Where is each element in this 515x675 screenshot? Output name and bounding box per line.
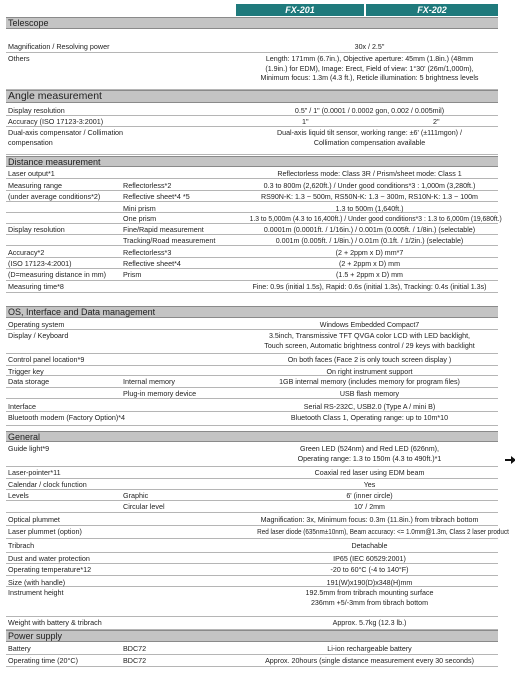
spec-row (6, 401, 498, 412)
spec-label: (D=measuring distance in mm) (8, 270, 107, 279)
spec-label: Laser-pointer*11 (8, 468, 61, 477)
spec-row (6, 354, 498, 366)
spec-row (6, 467, 498, 479)
spec-sublabel: BDC72 (123, 644, 147, 653)
spec-sublabel: Reflectorless*2 (123, 181, 172, 190)
spec-row (6, 247, 498, 258)
spec-value-line: 1GB internal memory (includes memory for program files) (279, 377, 460, 386)
spec-value-line: (2 + 2ppm x D) mm*7 (335, 248, 404, 257)
spec-value-line: 10' / 2mm (354, 502, 385, 511)
spec-row (6, 577, 498, 587)
spec-value (242, 588, 497, 607)
spec-value-line: Minimum focus: 1.3m (4.3 ft.), Reticle illumination: 5 brightness levels (260, 73, 479, 82)
spec-value-line: (2 + 2ppm x D) mm (339, 259, 400, 268)
spec-sublabel: Plug-in memory device (123, 389, 197, 398)
spec-label: Interface (8, 402, 36, 411)
spec-row (6, 412, 498, 426)
spec-row (6, 553, 498, 564)
spec-value-line: Windows Embedded Compact7 (319, 320, 420, 329)
spec-value (242, 389, 497, 399)
spec-value (242, 541, 497, 551)
spec-value (242, 331, 497, 350)
spec-label: Display resolution (8, 106, 65, 115)
spec-row (6, 180, 498, 191)
spec-sublabel: One prism (123, 214, 157, 223)
spec-value-line: 0.001m (0.005ft. / 1/8in.) / 0.01m (0.1ft. / 1/2in.) (selectable) (275, 236, 464, 245)
arrow-icon (505, 459, 515, 461)
spec-label: Operating temperature*12 (8, 565, 92, 574)
spec-label: Dual-axis compensator / Collimation compensation (8, 128, 124, 147)
spec-value-line: Collimation compensation available (313, 137, 426, 147)
spec-value (242, 54, 497, 83)
spec-value (242, 618, 497, 628)
spec-value (242, 468, 497, 478)
spec-row (6, 617, 498, 630)
spec-value (242, 259, 497, 269)
spec-value (242, 181, 497, 191)
spec-value-line: Detachable (351, 541, 388, 550)
spec-label: Accuracy (ISO 17123-3:2001) (8, 117, 104, 126)
spec-value (242, 236, 497, 246)
spec-value (242, 491, 497, 501)
spec-value (242, 413, 497, 423)
spec-value-line: Operating range: 1.3 to 150m (4.3 to 490ft.)*1 (297, 453, 442, 463)
spec-row (6, 376, 498, 388)
section-distance: Distance measurement (6, 156, 498, 167)
spec-value-line: 0.0001m (0.0001ft. / 1/16in.) / 0.001m (0.005ft. / 1/8in.) (selectable) (263, 225, 476, 234)
spec-value-line: 1.3 to 5,000m (4.3 to 16,400ft.) / Under good conditions*3 : 1.3 to 6,000m (19,680ft.) (249, 214, 502, 223)
spec-row (6, 587, 498, 617)
spec-row (6, 258, 498, 269)
spec-row (6, 319, 498, 330)
spec-row (6, 490, 498, 501)
spec-row (6, 501, 498, 513)
spec-label: (under average conditions*2) (8, 192, 101, 201)
spec-sublabel: Internal memory (123, 377, 175, 386)
spec-value (242, 444, 497, 463)
spec-value-line: RS90N-K: 1.3 ~ 500m, RS50N-K: 1.3 ~ 300m, RS10N-K: 1.3 ~ 100m (261, 192, 478, 201)
spec-row (6, 526, 509, 539)
spec-value-line: Approx. 20hours (single distance measurement every 30 seconds) (265, 656, 474, 665)
spec-value (242, 554, 497, 564)
accuracy-fx201: 1" (302, 117, 309, 126)
spec-row (6, 235, 498, 246)
spec-value-line: 30x / 2.5" (354, 42, 385, 51)
spec-value (242, 565, 497, 575)
spec-row (6, 655, 498, 667)
spec-value-line: (1.9in.) for EDM), Image: Erect, Field of view: 1°30' (26m/1,000m), (265, 63, 474, 73)
spec-label: Weight with battery & tribrach (8, 618, 102, 627)
spec-value-line: On both faces (Face 2 is only touch screen display ) (287, 355, 452, 364)
spec-sublabel: Mini prism (123, 204, 156, 213)
spec-value-line: 1.3 to 500m (1,640ft.) (335, 204, 404, 213)
spec-value (242, 656, 497, 666)
spec-label: Bluetooth modem (Factory Option)*4 (8, 413, 126, 422)
spec-value-line: USB flash memory (339, 389, 400, 398)
spec-value-line: On right instrument support (326, 367, 413, 376)
spec-value (242, 248, 497, 258)
spec-value (242, 225, 497, 235)
spec-row (6, 213, 502, 224)
spec-label: Instrument height (8, 588, 64, 597)
spec-label: Optical plummet (8, 515, 60, 524)
spec-sublabel: Prism (123, 270, 142, 279)
spec-value-line: (1.5 + 2ppm x D) mm (336, 270, 403, 279)
spec-row (6, 443, 498, 467)
spec-row (6, 203, 498, 213)
spec-sublabel: Graphic (123, 491, 149, 500)
spec-value-line: Li-ion rechargeable battery (327, 644, 412, 653)
spec-value (242, 402, 497, 412)
spec-label: Operating system (8, 320, 65, 329)
spec-row (6, 224, 498, 235)
spec-row (6, 269, 498, 281)
spec-value (242, 355, 497, 365)
spec-label: Measuring time*8 (8, 282, 64, 291)
spec-label: (ISO 17123-4:2001) (8, 259, 72, 268)
spec-label: Laser output*1 (8, 169, 55, 178)
spec-value-line: 6' (inner circle) (346, 491, 393, 500)
spec-label: Data storage (8, 377, 50, 386)
spec-label: Levels (8, 491, 29, 500)
model-header-fx201: FX-201 (236, 4, 364, 16)
spec-value-line: Touch screen, Automatic brightness control / 29 keys with backlight (264, 340, 475, 350)
spec-value (242, 106, 497, 116)
spec-value-line: Approx. 5.7kg (12.3 lb.) (332, 618, 407, 627)
spec-label: Display / Keyboard (8, 331, 69, 340)
spec-row (6, 366, 498, 376)
section-power: Power supply (6, 630, 498, 642)
spec-value-line: IP65 (IEC 60529:2001) (333, 554, 406, 563)
spec-value-line: Reflectorless mode: Class 3R / Prism/sheet mode: Class 1 (277, 169, 462, 178)
section-os: OS, Interface and Data management (6, 306, 498, 318)
spec-value-line: Magnification: 3x, Minimum focus: 0.3m (11.8in.) from tribrach bottom (260, 515, 479, 524)
spec-value (242, 480, 497, 490)
spec-value (242, 192, 497, 202)
spec-label: Dust and water protection (8, 554, 90, 563)
spec-value-line: Yes (363, 480, 376, 489)
spec-row (6, 514, 498, 526)
spec-row (6, 191, 498, 202)
spec-sublabel: Reflectorless*3 (123, 248, 172, 257)
spec-value (242, 515, 497, 525)
spec-value-line: 192.5mm from tribrach mounting surface (305, 588, 434, 597)
spec-row (6, 168, 498, 179)
section-general: General (6, 431, 498, 442)
spec-value-line: Serial RS-232C, USB2.0 (Type A / mini B) (303, 402, 436, 411)
spec-label: Laser plummet (option) (8, 527, 82, 536)
spec-label: Size (with handle) (8, 578, 66, 587)
spec-label: Accuracy*2 (8, 248, 45, 257)
spec-label: Trigger key (8, 367, 44, 376)
spec-row (6, 127, 498, 155)
spec-row (6, 479, 498, 490)
spec-row (6, 540, 498, 553)
spec-value-line: -20 to 60°C (-4 to 140°F) (330, 565, 409, 574)
spec-value (242, 169, 497, 179)
section-angle: Angle measurement (6, 90, 498, 103)
spec-row (6, 564, 498, 576)
spec-value-line: Coaxial red laser using EDM beam (314, 468, 425, 477)
spec-value-line: 236mm +5/-3mm from tibrach bottom (310, 597, 429, 607)
spec-value (242, 377, 497, 387)
spec-sublabel: BDC72 (123, 656, 147, 665)
spec-value-line: Bluetooth Class 1, Operating range: up to 10m*10 (290, 413, 449, 422)
spec-value-line: 191(W)x190(D)x348(H)mm (326, 578, 413, 587)
spec-sublabel: Fine/Rapid measurement (123, 225, 204, 234)
spec-sublabel: Circular level (123, 502, 165, 511)
spec-value (242, 270, 497, 280)
spec-label: Measuring range (8, 181, 62, 190)
spec-row (6, 643, 498, 655)
spec-value (242, 282, 497, 292)
spec-value (242, 502, 497, 512)
spec-row (6, 41, 498, 53)
spec-label: Magnification / Resolving power (8, 42, 110, 51)
spec-label: Display resolution (8, 225, 65, 234)
spec-value-line: 0.3 to 800m (2,620ft.) / Under good conditions*3 : 1,000m (3,280ft.) (263, 181, 476, 190)
spec-value (242, 644, 497, 654)
spec-row (6, 105, 498, 116)
spec-label: Others (8, 54, 30, 63)
spec-sublabel: Tracking/Road measurement (123, 236, 216, 245)
spec-value-line: 0.5" / 1" (0.0001 / 0.0002 gon, 0.002 / 0.005mil) (294, 106, 445, 115)
spec-value-line: Dual-axis liquid tilt sensor, working range: ±6' (±111mgon) / (277, 128, 462, 137)
spec-value (242, 42, 497, 52)
spec-sublabel: Reflective sheet*4 (123, 259, 181, 268)
spec-value (242, 214, 502, 224)
spec-row (6, 116, 498, 127)
spec-value-line: Length: 171mm (6.7in.), Objective aperture: 45mm (1.8in.) (48mm (265, 54, 474, 63)
spec-value-line: Green LED (524nm) and Red LED (626nm), (300, 444, 439, 453)
spec-label: Tribrach (8, 541, 35, 550)
spec-label: Operating time (20°C) (8, 656, 78, 665)
spec-value-line: Red laser diode (635nm±10nm), Beam accuracy: <= 1.0mm@1.3m, Class 2 laser product (257, 527, 509, 536)
model-header-fx202: FX-202 (366, 4, 498, 16)
spec-label: Battery (8, 644, 31, 653)
spec-value (242, 527, 509, 537)
accuracy-fx202: 2" (433, 117, 440, 126)
spec-sublabel: Reflective sheet*4 *5 (123, 192, 190, 201)
spec-value (242, 128, 497, 147)
spec-row (6, 281, 498, 293)
spec-label: Guide light*9 (8, 444, 50, 453)
spec-row (6, 330, 498, 354)
spec-value-line: Fine: 0.9s (initial 1.5s), Rapid: 0.6s (initial 1.3s), Tracking: 0.4s (initial 1.3s) (252, 282, 487, 291)
spec-row (6, 53, 498, 90)
spec-row (6, 388, 498, 399)
spec-label: Control panel location*9 (8, 355, 85, 364)
spec-label: Calendar / clock function (8, 480, 87, 489)
spec-value (242, 320, 497, 330)
spec-value-line: 3.5inch, Transmissive TFT QVGA color LCD with LED backlight, (268, 331, 471, 340)
section-telescope: Telescope (6, 17, 498, 29)
